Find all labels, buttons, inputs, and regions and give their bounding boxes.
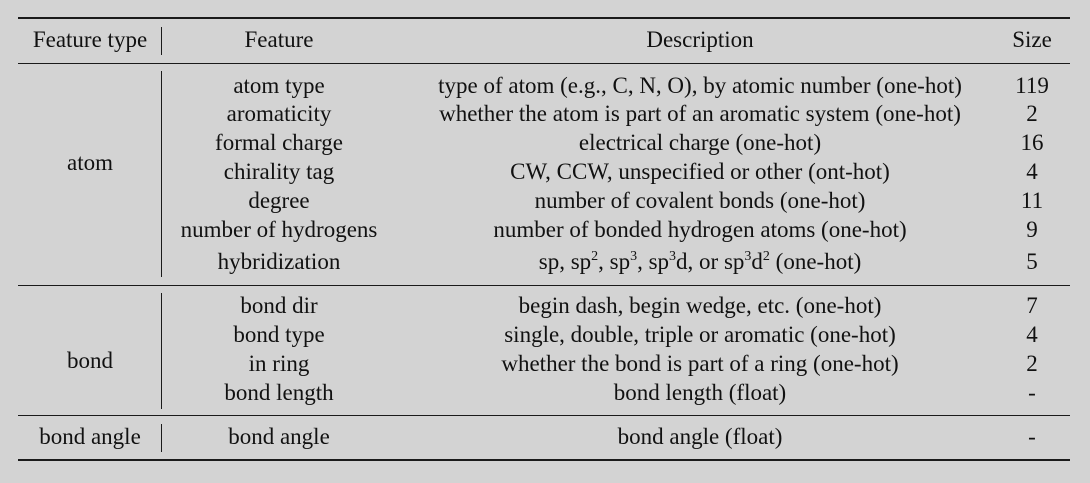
atom-separator xyxy=(161,71,162,277)
feature-cell: aromaticity xyxy=(226,101,332,126)
size-cell: 4 xyxy=(1026,322,1038,347)
size-cell: 11 xyxy=(1020,188,1044,213)
feature-cell: bond type xyxy=(233,322,325,347)
description-cell: whether the atom is part of an aromatic system (one-hot) xyxy=(439,101,961,126)
feature-cell: number of hydrogens xyxy=(180,217,378,242)
feature-cell: in ring xyxy=(248,351,310,376)
description-cell: number of covalent bonds (one-hot) xyxy=(534,188,866,213)
bond-separator xyxy=(161,293,162,409)
header-feature-type: Feature type xyxy=(32,27,148,52)
size-cell: 4 xyxy=(1026,159,1038,184)
bond-angle-separator xyxy=(161,424,162,452)
description-cell: type of atom (e.g., C, N, O), by atomic number (one-hot) xyxy=(438,73,962,98)
header-separator xyxy=(161,27,162,55)
header-rule xyxy=(18,63,1070,64)
size-cell: - xyxy=(1028,424,1036,449)
atom-group-rule xyxy=(18,285,1070,286)
feature-cell: chirality tag xyxy=(223,159,335,184)
size-cell: 2 xyxy=(1026,101,1038,126)
description-cell: CW, CCW, unspecified or other (ont-hot) xyxy=(510,159,890,184)
size-cell: 9 xyxy=(1026,217,1038,242)
description-cell: whether the bond is part of a ring (one-hot) xyxy=(501,351,899,376)
size-cell: 5 xyxy=(1026,249,1038,274)
bond-group-rule xyxy=(18,415,1070,416)
feature-cell: hybridization xyxy=(217,249,341,274)
size-cell: 16 xyxy=(1020,130,1044,155)
feature-cell: bond dir xyxy=(240,293,318,318)
description-cell: begin dash, begin wedge, etc. (one-hot) xyxy=(518,293,882,318)
header-feature: Feature xyxy=(244,27,314,52)
header-size: Size xyxy=(1012,27,1052,52)
group-type-bond: bond xyxy=(67,348,113,373)
description-cell: electrical charge (one-hot) xyxy=(578,130,822,155)
description-cell-hybridization: sp, $sp^2$, $sp^3$, $sp^3d$, or $sp^3d^2$ (one-hot) xyxy=(538,249,862,274)
description-cell: number of bonded hydrogen atoms (one-hot) xyxy=(493,217,907,242)
group-type-bond-angle: bond angle xyxy=(39,424,141,449)
group-type-atom: atom xyxy=(67,150,113,175)
top-rule xyxy=(18,17,1070,19)
description-cell: bond length (float) xyxy=(613,380,787,405)
size-cell: 7 xyxy=(1026,293,1038,318)
feature-cell: atom type xyxy=(233,73,325,98)
size-cell: 119 xyxy=(1015,73,1049,98)
description-cell: bond angle (float) xyxy=(617,424,783,449)
bottom-rule xyxy=(18,459,1070,461)
feature-cell: formal charge xyxy=(215,130,343,155)
feature-cell: degree xyxy=(248,188,310,213)
feature-cell: bond angle xyxy=(228,424,330,449)
size-cell: 2 xyxy=(1026,351,1038,376)
feature-cell: bond length xyxy=(224,380,334,405)
description-cell: single, double, triple or aromatic (one-hot) xyxy=(504,322,896,347)
size-cell: - xyxy=(1028,380,1036,405)
header-description: Description xyxy=(646,27,754,52)
